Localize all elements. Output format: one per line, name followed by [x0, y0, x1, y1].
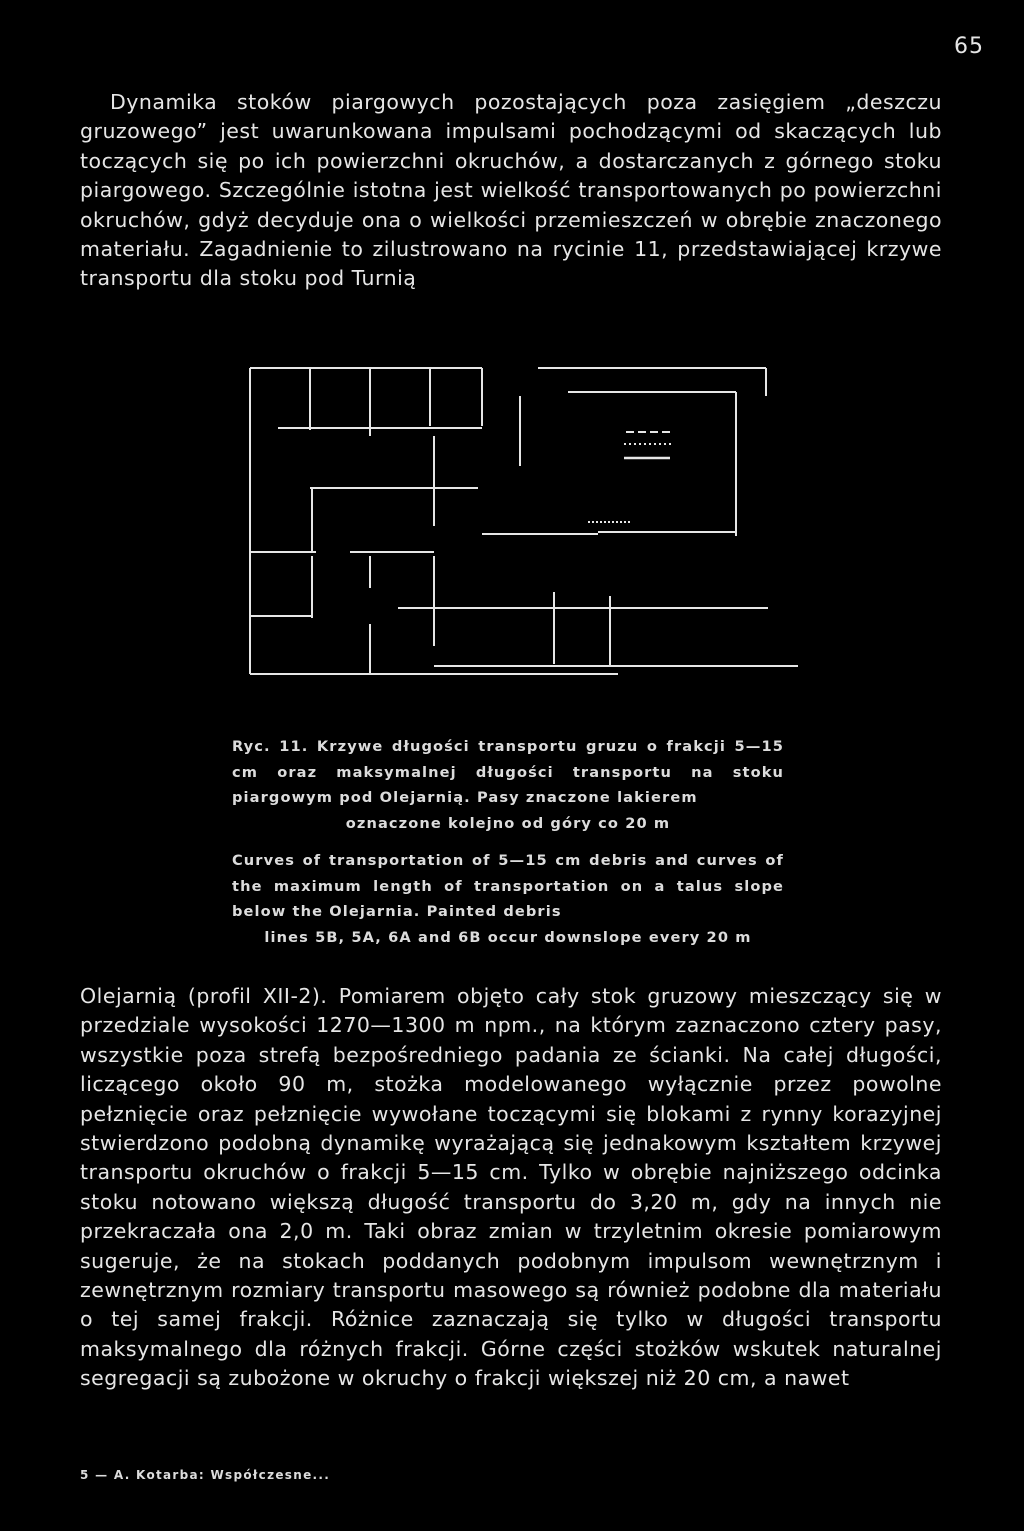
caption-polish	[232, 734, 784, 836]
footer-signature: 5 — A. Kotarba: Współczesne...	[80, 1468, 331, 1482]
figure-11	[238, 356, 798, 686]
caption-polish-last-line: oznaczone kolejno od góry co 20 m	[345, 814, 671, 832]
figure-lines	[250, 368, 798, 674]
transport-curves-figure	[238, 356, 798, 686]
caption-english-main: Curves of transportation of 5—15 cm debris and curves of the maximum length of transportation on a talus slope below the Olejarnia. Painted debris	[232, 852, 784, 920]
legend-samples	[588, 432, 674, 522]
paragraph-bottom: Olejarnią (profil XII-2). Pomiarem objęto cały stok gruzowy mieszczący się w przedziale wysokości 1270—1300 m npm., na którym zaznaczono cztery pasy, wszystkie poza strefą bezpośredniego padania ze ścianki. Na całej długości, liczącego około 90 m, stożka modelowanego wyłącznie przez powolne pełznięcie oraz pełznięcie wywołane toczącymi się blokami z rynny korazyjnej stwierdzono podobną dynamikę wyrażającą się jednakowym kształtem krzywej transportu okruchów o frakcji 5—15 cm. Tylko w obrębie najniższego odcinka stoku notowano większą długość transportu do 3,20 m, gdy na innych nie przekraczała ona 2,0 m. Taki obraz zmian w trzyletnim okresie pomiarowym sugeruje, że na stokach poddanych podobnym impulsom wewnętrznym i zewnętrznym rozmiary transportu masowego są również podobne dla materiału o tej samej frakcji. Różnice zaznaczają się tylko w długości transportu maksymalnego dla różnych frakcji. Górne części stożków wskutek naturalnej segregacji są zubożone w okruchy o frakcji większej niż 20 cm, a nawet	[80, 984, 942, 1391]
paragraph-top: Dynamika stoków piargowych pozostających poza zasięgiem „deszczu gruzowego” jest uwarunkowana impulsami pochodzącymi od skaczących lub toczących się po ich powierzchni okruchów, a dostarczanych z górnego stoku piargowego. Szczególnie istotna jest wielkość transportowanych po powierzchni okruchów, gdyż decyduje ona o wielkości przemieszczeń w obrębie znaczonego materiału. Zagadnienie to zilustrowano na rycinie 11, przedstawiającej krzywe transportu dla stoku pod Turnią	[80, 90, 942, 291]
caption-english	[232, 848, 784, 950]
page-number: 65	[954, 34, 984, 59]
caption-polish-main: Ryc. 11. Krzywe długości transportu gruzu o frakcji 5—15 cm oraz maksymalnej długości transportu na stoku piargowym pod Olejarnią. Pasy znaczone lakierem	[232, 738, 784, 806]
caption-english-last-line: lines 5B, 5A, 6A and 6B occur downslope every 20 m	[264, 928, 752, 946]
